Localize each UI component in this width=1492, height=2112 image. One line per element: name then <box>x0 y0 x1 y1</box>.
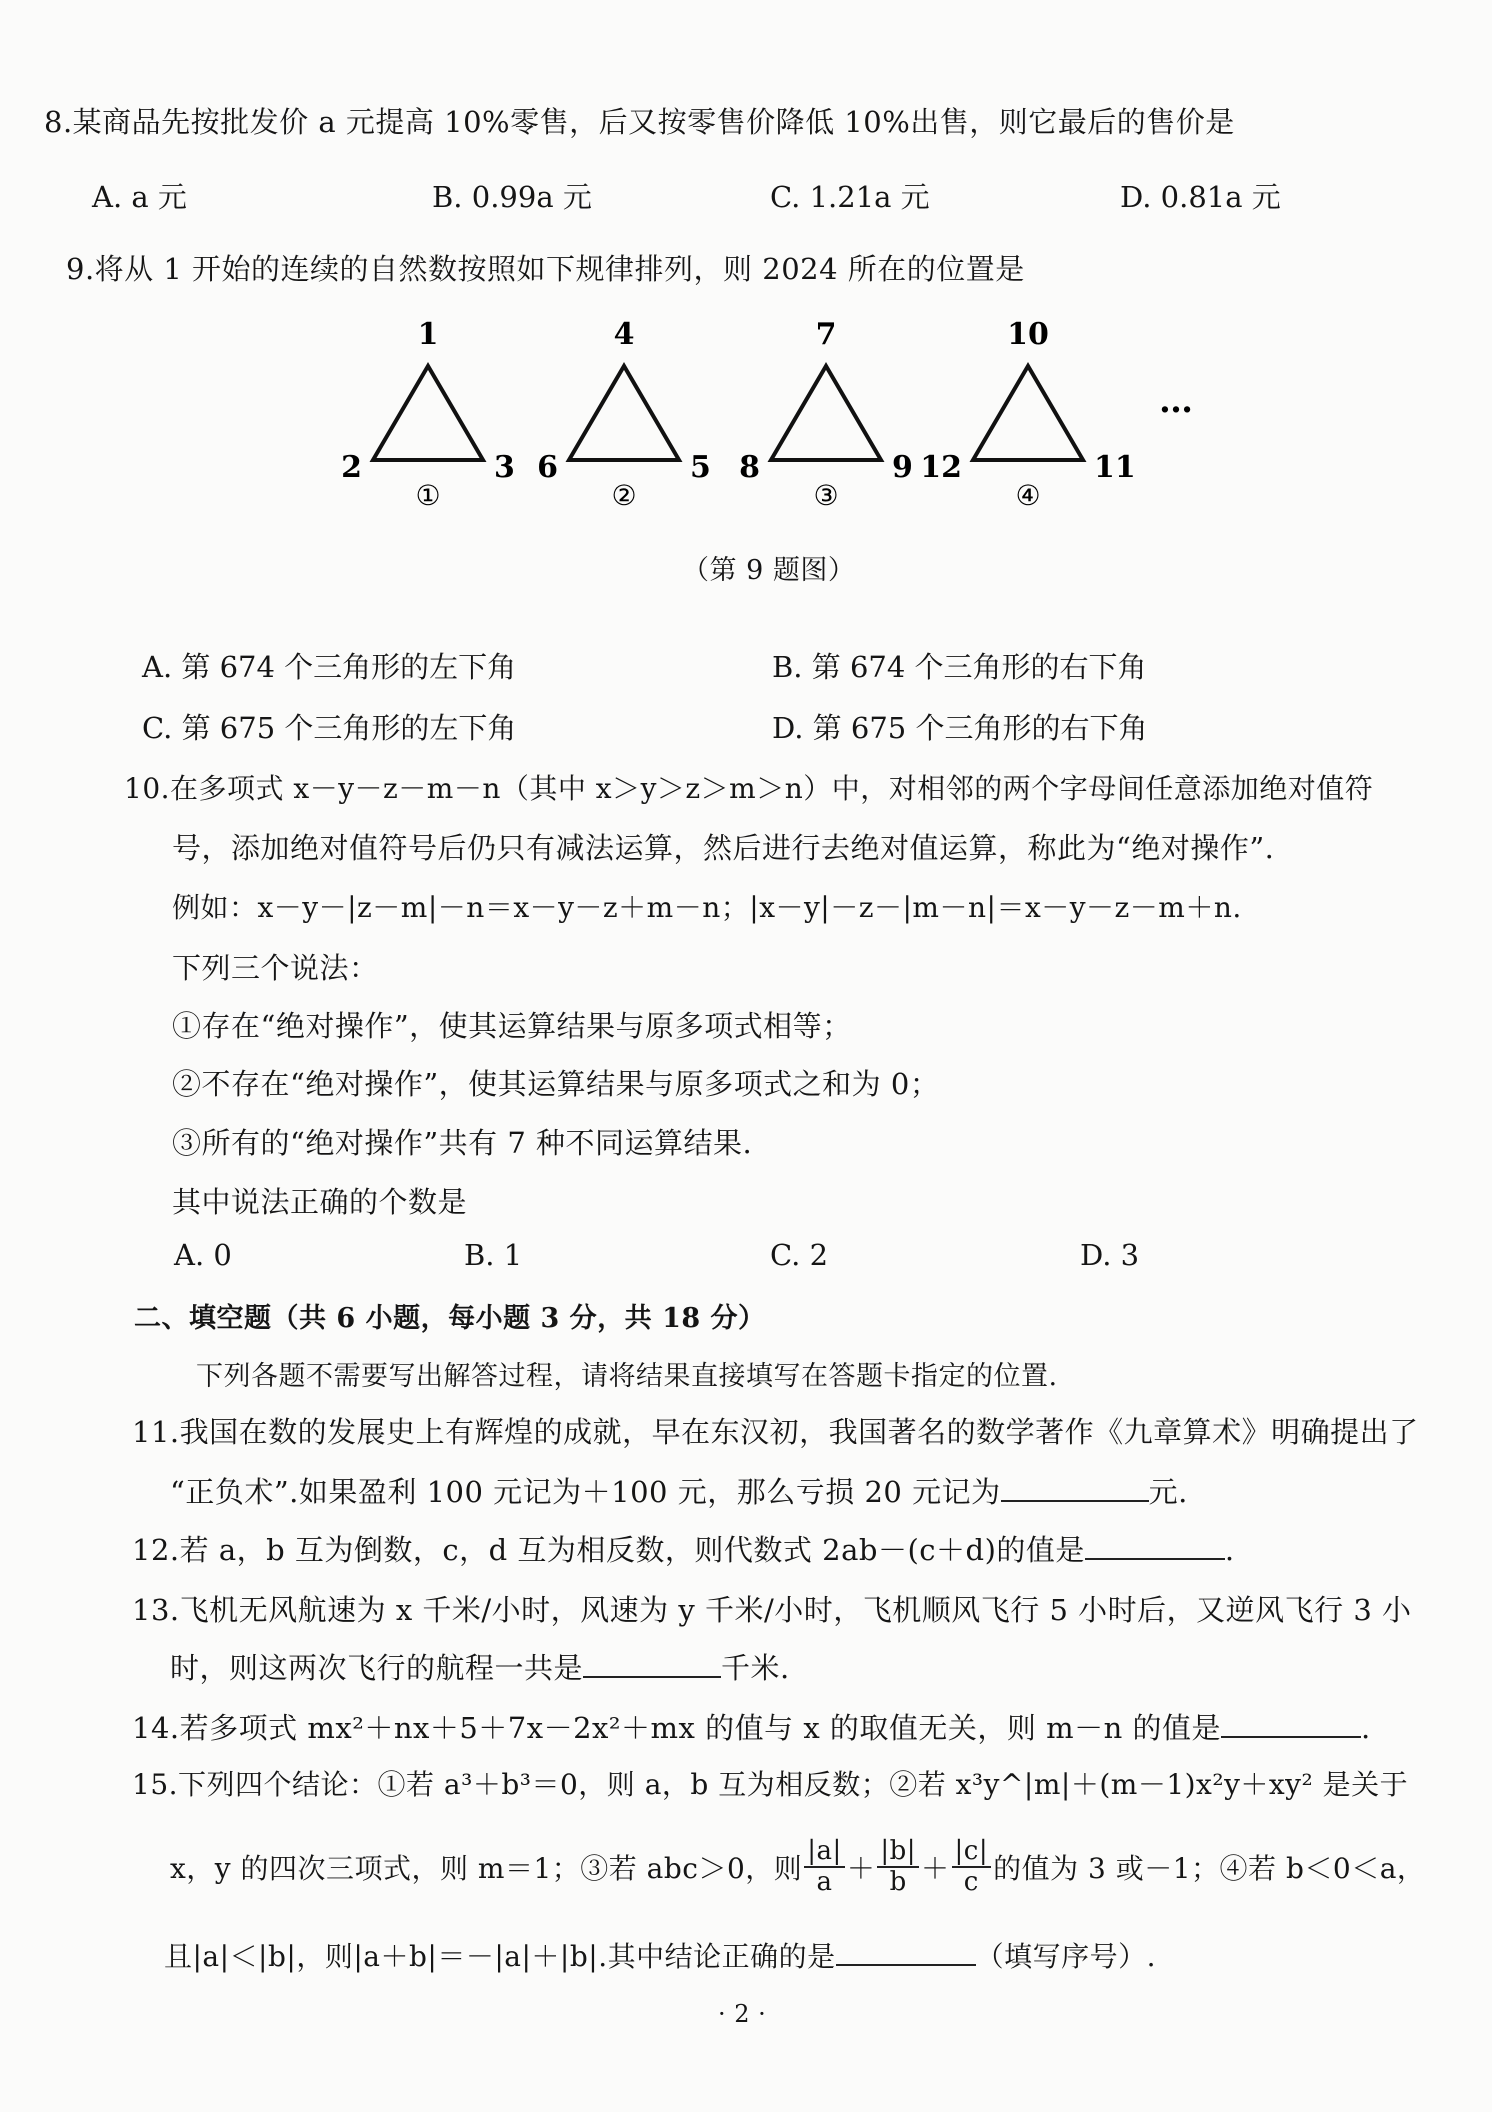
q13-answer-blank <box>583 1648 721 1678</box>
q10-line1: 10.在多项式 x－y－z－m－n（其中 x＞y＞z＞m＞n）中，对相邻的两个字母间任意添加绝对值符 <box>124 772 1374 805</box>
q15-line2 <box>170 1832 1425 1902</box>
q10-option-c: C. 2 <box>770 1238 829 1272</box>
q14-end: . <box>1361 1711 1371 1745</box>
q13-unit: 千米. <box>721 1651 790 1685</box>
triangle-1 <box>373 366 483 460</box>
triangle-top-number: 4 <box>613 317 635 352</box>
triangle-left-number: 6 <box>537 450 558 485</box>
fraction-b: $\frac{|b|}{b}$ <box>877 1837 919 1896</box>
q8-option-b: B. 0.99a 元 <box>432 180 592 214</box>
q10-line2: 号，添加绝对值符号后仍只有减法运算，然后进行去绝对值运算，称此为“绝对操作”. <box>172 831 1275 865</box>
triangle-top-number: 1 <box>417 317 439 352</box>
q15-line1: 15.下列四个结论：①若 a³＋b³＝0，则 a，b 互为相反数；②若 x³y^|m|＋(m－1)x²y＋xy² 是关于 <box>132 1768 1409 1801</box>
q12-end: . <box>1224 1533 1235 1567</box>
q10-statement-3: ③所有的“绝对操作”共有 7 种不同运算结果. <box>172 1126 753 1160</box>
q10-statement-1: ①存在“绝对操作”，使其运算结果与原多项式相等； <box>172 1009 852 1043</box>
q9-stem: 9.将从 1 开始的连续的自然数按照如下规律排列，则 2024 所在的位置是 <box>66 252 1025 286</box>
triangle-2 <box>569 366 679 460</box>
q14-text: 14.若多项式 mx²＋nx＋5＋7x－2x²＋mx 的值与 x 的取值无关，则 m－n 的值是 <box>132 1711 1222 1745</box>
q10-ask: 其中说法正确的个数是 <box>172 1185 468 1219</box>
triangle-index: ① <box>415 479 441 512</box>
q11-answer-blank <box>1001 1472 1149 1502</box>
q10-intro: 下列三个说法： <box>172 951 379 985</box>
q10-option-d: D. 3 <box>1080 1238 1140 1272</box>
fraction-a: $\frac{|a|}{a}$ <box>804 1837 845 1896</box>
q9-option-c: C. 第 675 个三角形的左下角 <box>142 711 517 745</box>
triangle-right-number: 5 <box>690 450 711 485</box>
triangle-right-number: 3 <box>494 450 515 485</box>
q15-answer-blank <box>836 1936 976 1966</box>
triangle-right-number: 11 <box>1094 450 1136 485</box>
section2-title: 二、填空题（共 6 小题，每小题 3 分，共 18 分） <box>134 1303 766 1334</box>
triangle-index: ④ <box>1015 479 1041 512</box>
q15-line3-text: 且|a|＜|b|，则|a＋b|＝－|a|＋|b|.其中结论正确的是 <box>164 1940 836 1973</box>
q9-figure-caption: （第 9 题图） <box>682 555 856 586</box>
triangle-4 <box>973 366 1083 460</box>
plus-sign: ＋ <box>921 1852 950 1885</box>
fraction-c: $\frac{|c|}{c}$ <box>952 1837 992 1896</box>
q10-option-a: A. 0 <box>174 1238 232 1272</box>
q13-text: 时，则这两次飞行的航程一共是 <box>170 1651 584 1685</box>
q15-line2-text: x，y 的四次三项式，则 m＝1；③若 abc＞0，则 <box>170 1852 803 1885</box>
triangle-index: ③ <box>813 479 839 512</box>
q13-line2 <box>170 1646 790 1687</box>
q10-option-b: B. 1 <box>464 1238 523 1272</box>
q14-answer-blank <box>1221 1708 1361 1738</box>
q11-line2 <box>170 1470 1188 1511</box>
q8-option-c: C. 1.21a 元 <box>770 180 930 214</box>
triangle-3 <box>771 366 881 460</box>
triangle-top-number: 7 <box>815 317 837 352</box>
section2-note: 下列各题不需要写出解答过程，请将结果直接填写在答题卡指定的位置. <box>196 1361 1058 1392</box>
q15-line3-tail: （填写序号）. <box>975 1940 1156 1973</box>
triangle-left-number: 2 <box>341 450 362 485</box>
q8-option-a: A. a 元 <box>92 180 187 214</box>
page-number: · 2 · <box>718 2000 767 2028</box>
q9-option-d: D. 第 675 个三角形的右下角 <box>772 711 1148 745</box>
q11-unit: 元. <box>1148 1475 1188 1509</box>
q10-statement-2: ②不存在“绝对操作”，使其运算结果与原多项式之和为 0； <box>172 1067 940 1101</box>
q9-option-a: A. 第 674 个三角形的左下角 <box>142 650 517 684</box>
q12 <box>132 1528 1235 1569</box>
q11-text: “正负术”.如果盈利 100 元记为＋100 元，那么亏损 20 元记为 <box>170 1475 1001 1509</box>
q12-answer-blank <box>1085 1530 1225 1560</box>
q13-line1: 13.飞机无风航速为 x 千米/小时，风速为 y 千米/小时，飞机顺风飞行 5 小时后，又逆风飞行 3 小 <box>132 1593 1412 1627</box>
ellipsis: … <box>1159 381 1193 421</box>
q15-line3 <box>164 1935 1156 1975</box>
triangle-right-number: 9 <box>892 450 913 485</box>
triangle-left-number: 8 <box>739 450 760 485</box>
q8-stem: 8.某商品先按批发价 a 元提高 10%零售，后又按零售价降低 10%出售，则它最后的售价是 <box>44 105 1235 139</box>
q14 <box>132 1706 1371 1747</box>
triangle-index: ② <box>611 479 637 512</box>
q15-line2-tail: 的值为 3 或－1；④若 b＜0＜a， <box>993 1852 1426 1885</box>
q12-text: 12.若 a，b 互为倒数，c，d 互为相反数，则代数式 2ab－(c＋d)的值是 <box>132 1533 1085 1567</box>
triangle-left-number: 12 <box>920 450 962 485</box>
q11-line1: 11.我国在数的发展史上有辉煌的成就，早在东汉初，我国著名的数学著作《九章算术》明确提出了 <box>132 1415 1419 1449</box>
q9-figure <box>340 310 1220 520</box>
triangle-top-number: 10 <box>1007 317 1049 352</box>
q10-example: 例如：x－y－|z－m|－n＝x－y－z＋m－n；|x－y|－z－|m－n|＝x－y－z－m＋n. <box>172 891 1242 924</box>
plus-sign: ＋ <box>846 1852 876 1885</box>
q8-option-d: D. 0.81a 元 <box>1120 180 1281 214</box>
q9-option-b: B. 第 674 个三角形的右下角 <box>772 650 1147 684</box>
